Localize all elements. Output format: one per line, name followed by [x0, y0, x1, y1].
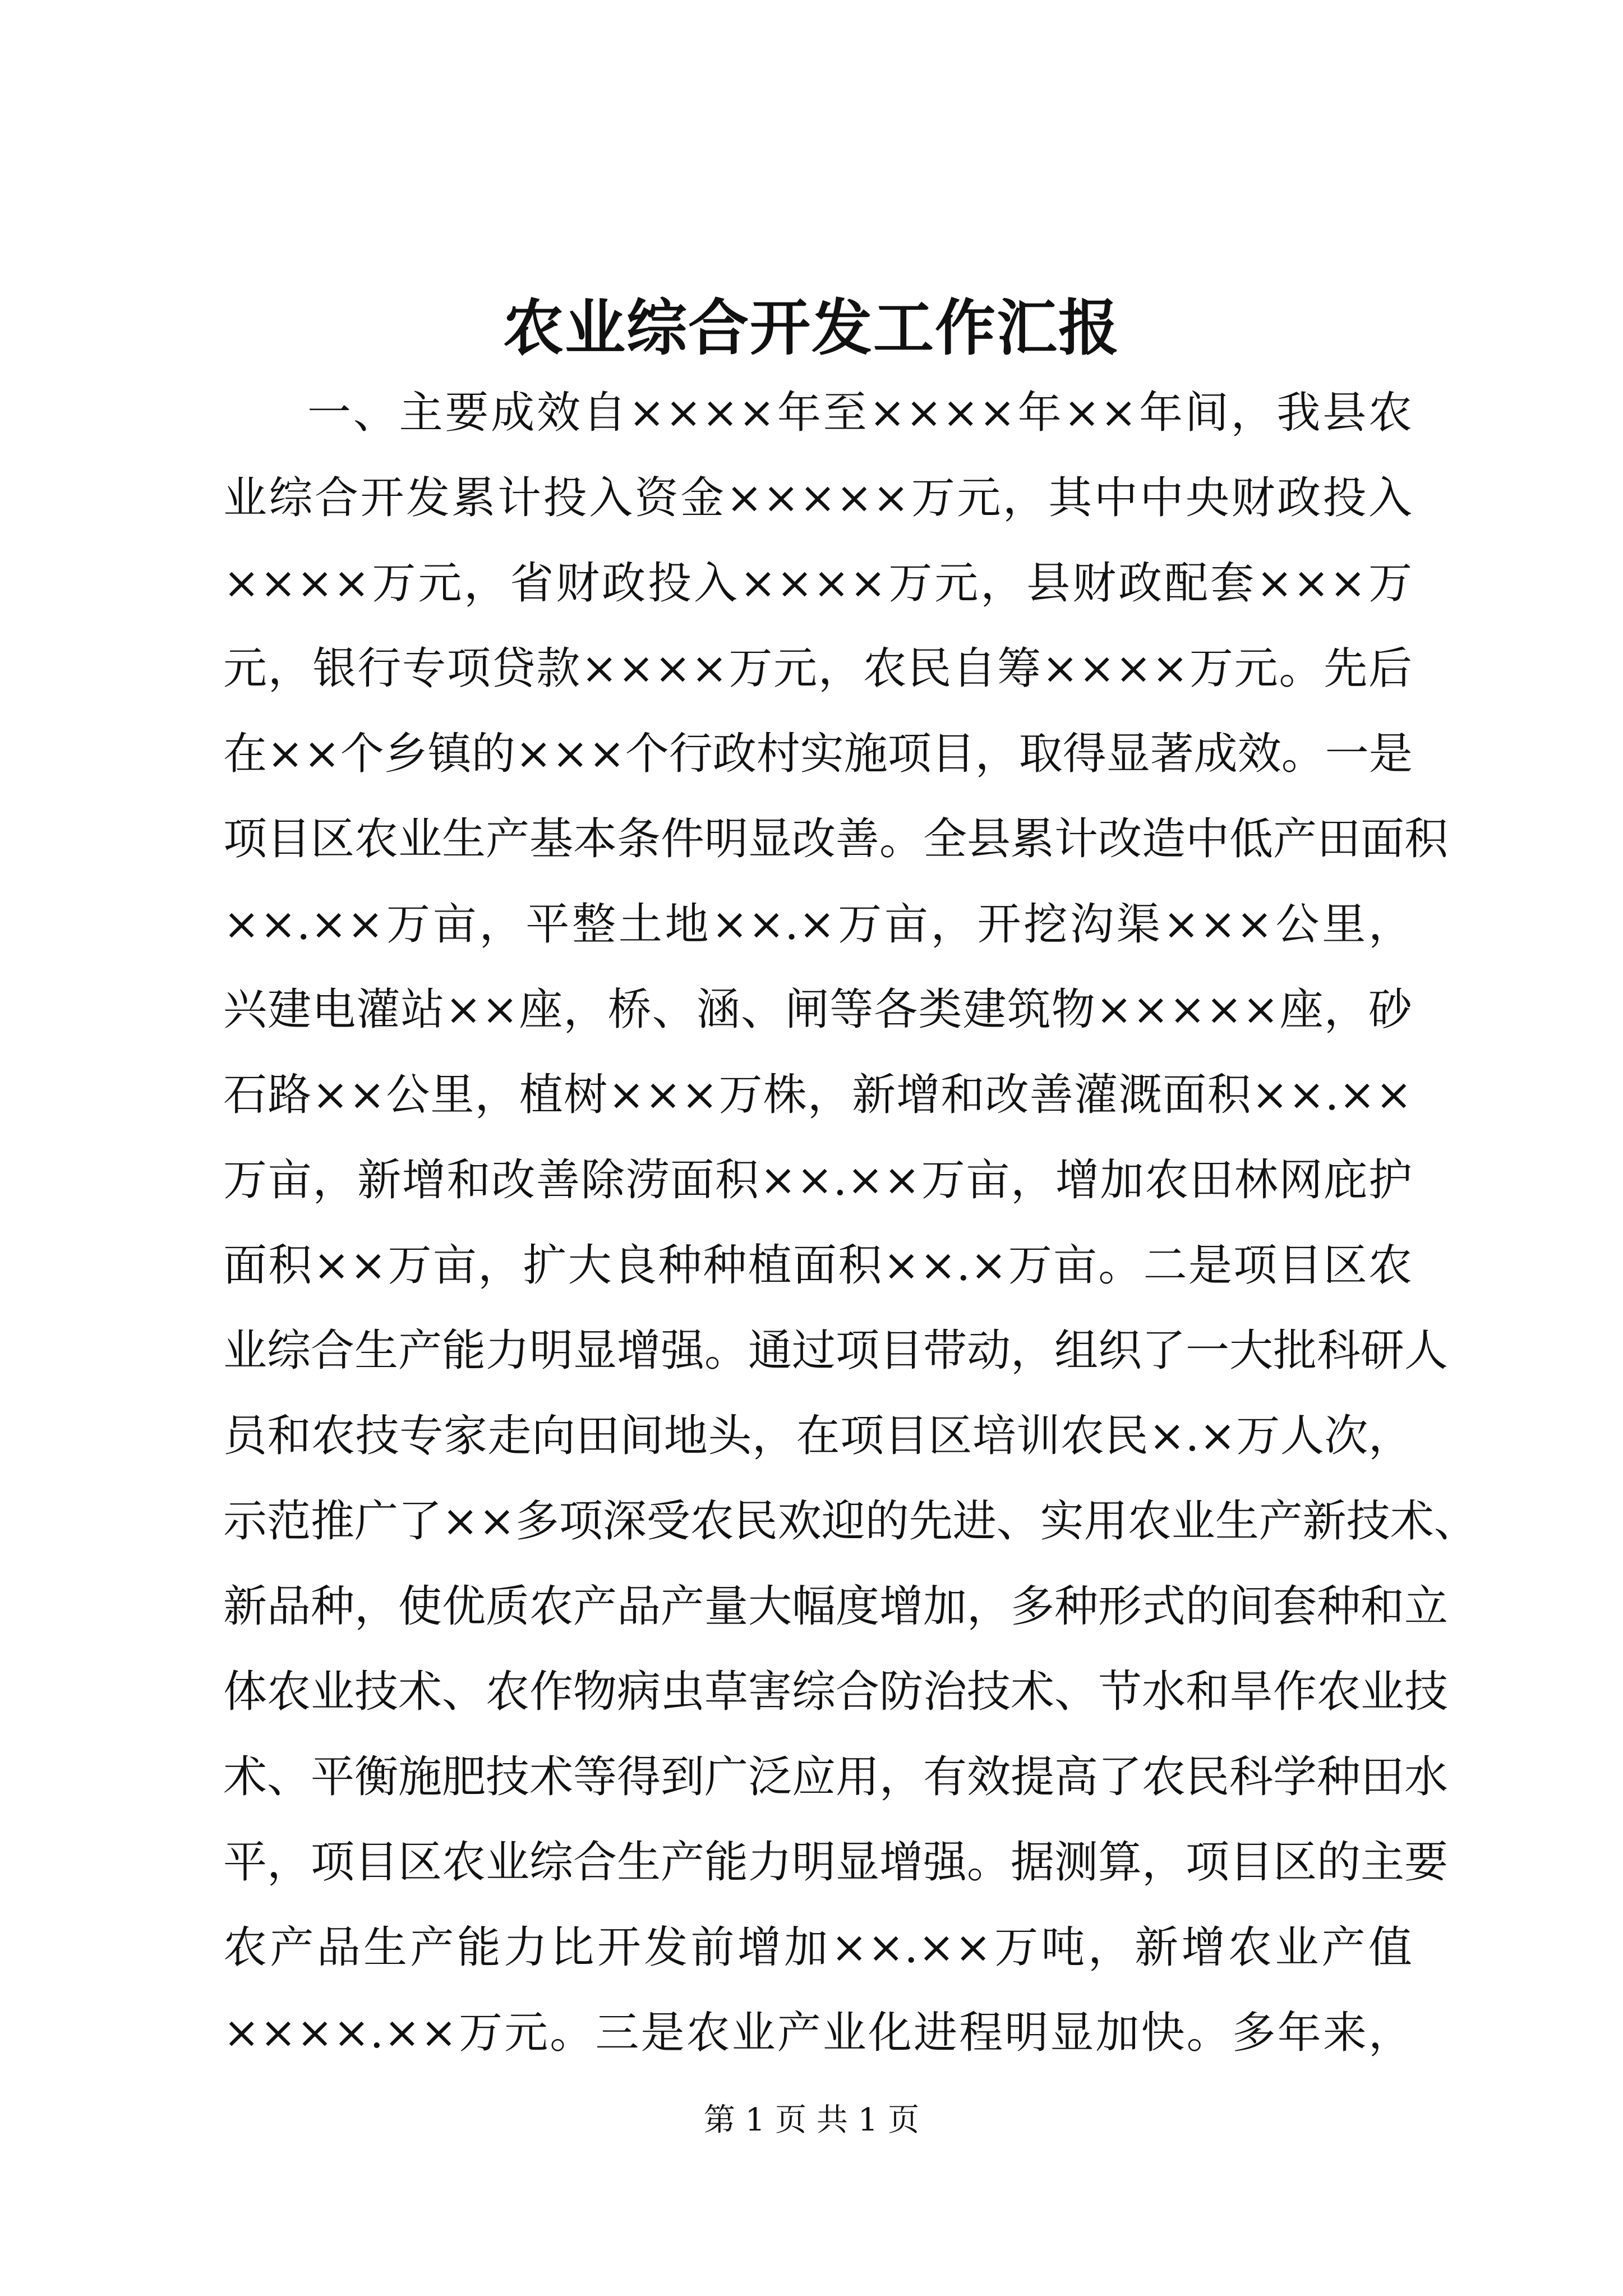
body-line: 兴建电灌站××座，桥、涵、闸等各类建筑物×××××座，砂: [223, 984, 1412, 1035]
body-line: 面积××万亩，扩大良种种植面积××.×万亩。二是项目区农: [223, 1240, 1412, 1291]
page-number: 第 1 页 共 1 页: [703, 2102, 920, 2138]
body-line: 新品种，使优质农产品产量大幅度增加，多种形式的间套种和立: [223, 1581, 1449, 1632]
body-text: [223, 370, 1478, 2076]
body-line: 元，银行专项贷款××××万元，农民自筹××××万元。先后: [223, 643, 1412, 694]
body-line: 体农业技术、农作物病虫草害综合防治技术、节水和旱作农业技: [223, 1667, 1449, 1717]
body-line: 石路××公里，植树×××万株，新增和改善灌溉面积××.××: [223, 1070, 1412, 1120]
body-line: ××.××万亩，平整土地××.×万亩，开挖沟渠×××公里，: [223, 899, 1412, 950]
body-line: 平，项目区农业综合生产能力明显增强。据测算，项目区的主要: [223, 1837, 1449, 1888]
body-line: 万亩，新增和改善除涝面积××.××万亩，增加农田林网庇护: [223, 1155, 1412, 1205]
body-line: 示范推广了××多项深受农民欢迎的先进、实用农业生产新技术、: [223, 1496, 1478, 1547]
body-line: 项目区农业生产基本条件明显改善。全县累计改造中低产田面积: [223, 814, 1449, 864]
body-line: 一、主要成效自××××年至××××年××年间，我县农: [307, 388, 1412, 438]
body-line: 术、平衡施肥技术等得到广泛应用，有效提高了农民科学种田水: [223, 1752, 1449, 1802]
body-line: 在××个乡镇的×××个行政村实施项目，取得显著成效。一是: [223, 729, 1413, 779]
body-line: 员和农技专家走向田间地头，在项目区培训农民×.×万人次，: [223, 1411, 1412, 1461]
document-title: 农业综合开发工作汇报: [502, 293, 1120, 364]
body-line: 业综合生产能力明显增强。通过项目带动，组织了一大批科研人: [223, 1326, 1449, 1376]
body-line: ××××.××万元。三是农业产业化进程明显加快。多年来，: [223, 2008, 1412, 2058]
body-line: 农产品生产能力比开发前增加××.××万吨，新增农业产值: [223, 1922, 1412, 1973]
body-line: ××××万元，省财政投入××××万元，县财政配套×××万: [223, 558, 1412, 609]
body-line: 业综合开发累计投入资金×××××万元，其中中央财政投入: [223, 473, 1412, 523]
